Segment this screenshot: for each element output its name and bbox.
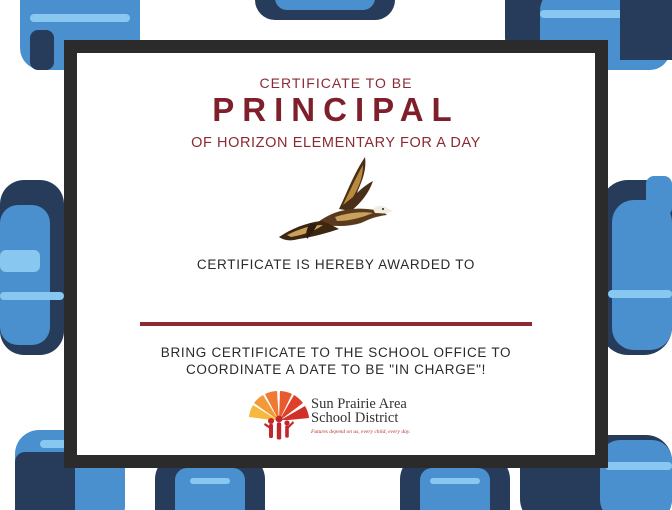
certificate-title: PRINCIPAL	[212, 91, 460, 128]
recipient-name-line	[140, 322, 532, 326]
district-name	[311, 397, 407, 425]
certificate-card	[77, 53, 595, 455]
backpack-icon	[0, 180, 64, 355]
district-logo	[247, 387, 437, 443]
school-line: OF HORIZON ELEMENTARY FOR A DAY	[191, 135, 481, 151]
instruction-line-2: COORDINATE A DATE TO BE "IN CHARGE"!	[185, 362, 487, 377]
instruction-line-1: BRING CERTIFICATE TO THE SCHOOL OFFICE TO	[160, 345, 512, 360]
district-name-line-1: Sun Prairie Area	[311, 396, 407, 412]
district-name-line-2: School District	[311, 410, 399, 426]
backpack-icon	[255, 0, 395, 20]
eagle-icon	[277, 153, 395, 245]
certificate-subtitle: CERTIFICATE TO BE	[259, 75, 413, 91]
sunburst-logo-icon	[247, 387, 309, 443]
awarded-text: CERTIFICATE IS HEREBY AWARDED TO	[196, 257, 476, 272]
backpack-icon	[600, 176, 672, 355]
district-tagline: Futures depend on us, every child, every day.	[311, 429, 411, 435]
